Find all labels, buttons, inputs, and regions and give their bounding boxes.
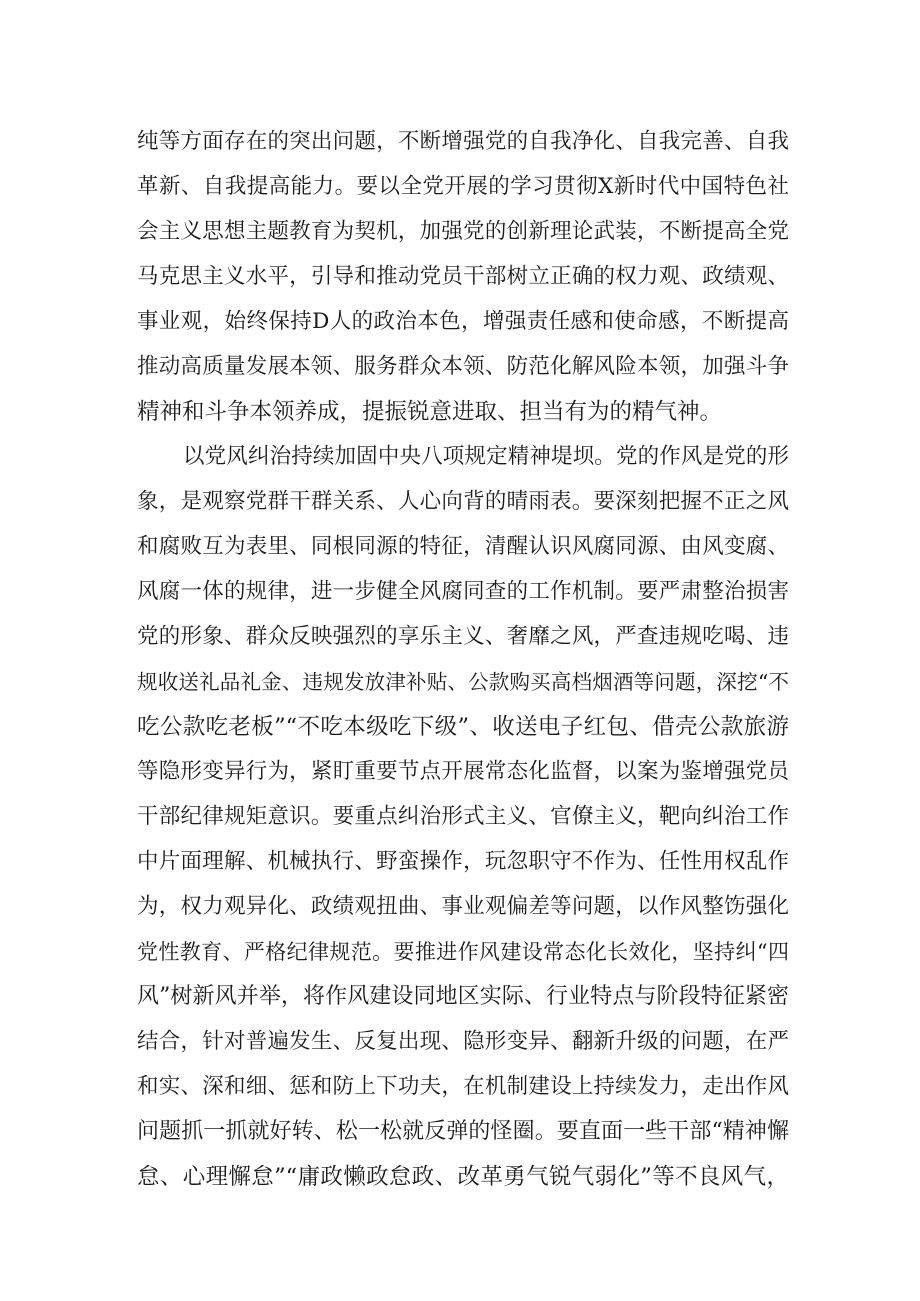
paragraph-1-line-3: 会主义思想主题教育为契机，加强党的创新理论武装，不断提高全党 (137, 219, 789, 244)
paragraph-1-line-5: 事业观，始终保持D人的政治本色，增强责任感和使命感，不断提高 (137, 309, 789, 334)
paragraph-2-line-7: 吃公款吃老板”“不吃本级吃下级”、收送电子红包、借壳公款旅游 (137, 714, 789, 740)
paragraph-1-line-4: 马克思主义水平，引导和推动党员干部树立正确的权力观、政绩观、 (137, 264, 789, 289)
paragraph-1-line-6: 推动高质量发展本领、服务群众本领、防范化解风险本领，加强斗争 (137, 354, 789, 379)
paragraph-2-line-5: 党的形象、群众反映强烈的享乐主义、奢靡之风，严查违规吃喝、违 (137, 624, 789, 649)
paragraph-2-line-16: 问题抓一抓就好转、松一松就反弹的怪圈。要直面一些干部“精神懈 (137, 1119, 789, 1144)
paragraph-2-line-9: 干部纪律规矩意识。要重点纠治形式主义、官僚主义，靶向纠治工作 (137, 804, 789, 829)
paragraph-2-line-8: 等隐形变异行为，紧盯重要节点开展常态化监督，以案为鉴增强党员 (137, 759, 789, 784)
paragraph-2-line-14: 结合，针对普遍发生、反复出现、隐形变异、翻新升级的问题，在严 (137, 1029, 789, 1054)
paragraph-2-line-4: 风腐一体的规律，进一步健全风腐同查的工作机制。要严肃整治损害 (137, 579, 789, 604)
paragraph-2-line-10: 中片面理解、机械执行、野蛮操作，玩忽职守不作为、任性用权乱作 (137, 849, 789, 874)
paragraph-1-line-7: 精神和斗争本领养成，提振锐意进取、担当有为的精气神。 (137, 399, 723, 425)
paragraph-1-line-1: 纯等方面存在的突出问题，不断增强党的自我净化、自我完善、自我 (137, 129, 789, 154)
paragraph-2-line-15: 和实、深和细、惩和防上下功夫，在机制建设上持续发力，走出作风 (137, 1074, 789, 1099)
paragraph-2-line-17: 怠、心理懈怠”“庸政懒政怠政、改革勇气锐气弱化”等不良风气， (137, 1164, 789, 1190)
paragraph-2-line-2: 象，是观察党群干群关系、人心向背的晴雨表。要深刻把握不正之风 (137, 489, 789, 514)
paragraph-2-line-6: 规收送礼品礼金、违规发放津补贴、公款购买高档烟酒等问题，深挖“不 (137, 670, 789, 694)
paragraph-1-line-2: 革新、自我提高能力。要以全党开展的学习贯彻X新时代中国特色社 (137, 174, 789, 199)
paragraph-2-line-1: 以党风纠治持续加固中央八项规定精神堤坝。党的作风是党的形 (183, 444, 789, 469)
paragraph-2-line-13: 风”树新风并举，将作风建设同地区实际、行业特点与阶段特征紧密 (137, 984, 789, 1009)
paragraph-2-line-12: 党性教育、严格纪律规范。要推进作风建设常态化长效化，坚持纠“四 (137, 940, 789, 964)
paragraph-2-line-3: 和腐败互为表里、同根同源的特征，清醒认识风腐同源、由风变腐、 (137, 534, 789, 559)
paragraph-2-line-11: 为，权力观异化、政绩观扭曲、事业观偏差等问题，以作风整饬强化 (137, 894, 789, 919)
